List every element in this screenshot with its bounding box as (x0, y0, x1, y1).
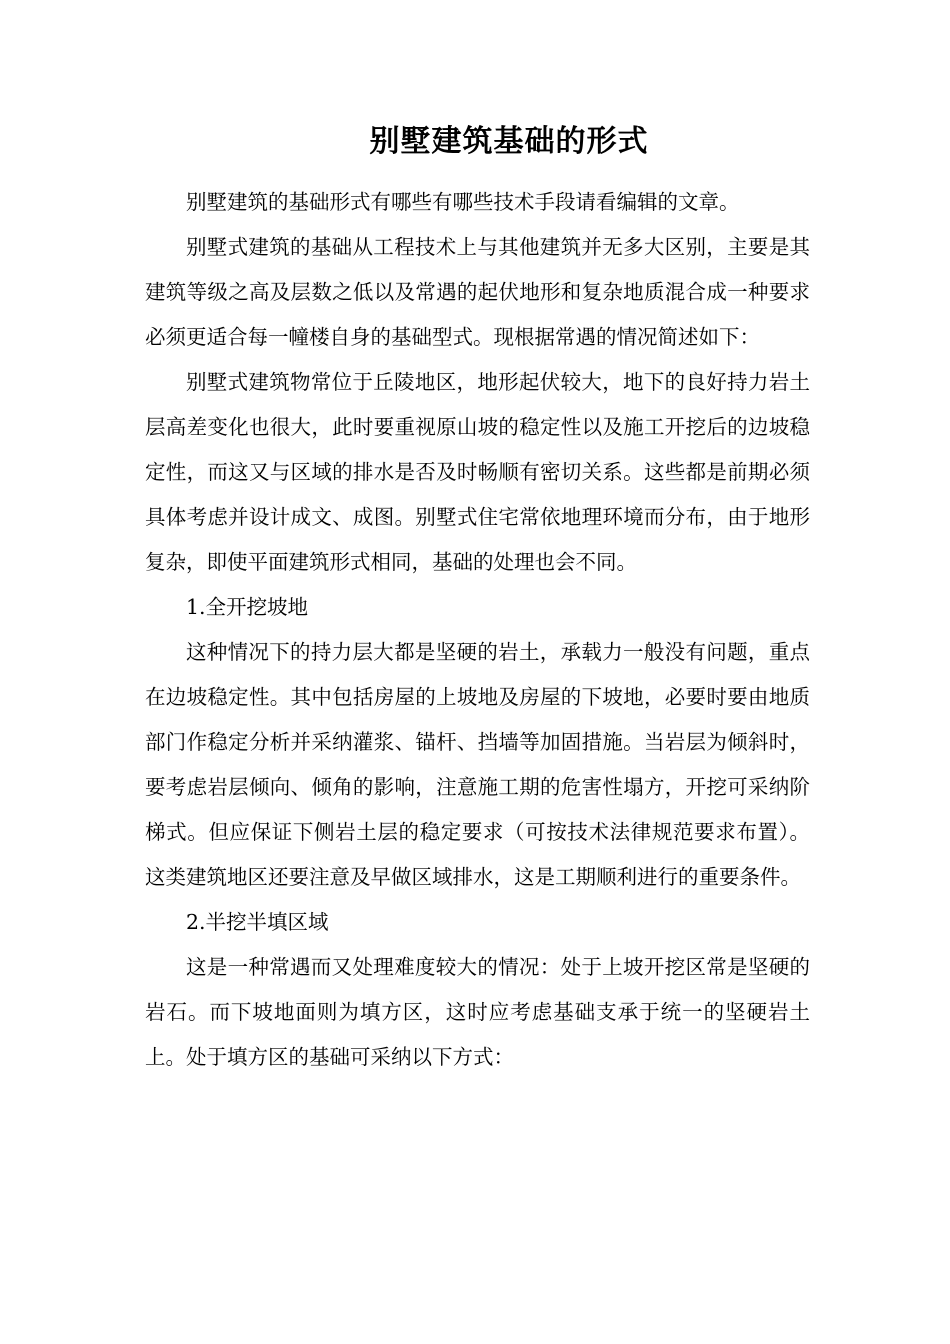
overview-paragraph: 别墅式建筑的基础从工程技术上与其他建筑并无多大区别，主要是其建筑等级之高及层数之低以及常遇的起伏地形和复杂地质混合成一种要求必须更适合每一幢楼自身的基础型式。现根据常遇的情况简述如下： (145, 235, 810, 349)
document-body (145, 180, 810, 1080)
section-heading-half-cut-fill: 2.半挖半填区域 (186, 910, 329, 934)
half-cut-fill-paragraph: 这是一种常遇而又处理难度较大的情况：处于上坡开挖区常是坚硬的岩石。而下坡地面则为填方区，这时应考虑基础支承于统一的坚硬岩土上。处于填方区的基础可采纳以下方式： (145, 955, 810, 1069)
document-title: 别墅建筑基础的形式 (369, 124, 649, 159)
intro-paragraph: 别墅建筑的基础形式有哪些有哪些技术手段请看编辑的文章。 (186, 190, 740, 214)
full-excavation-paragraph: 这种情况下的持力层大都是坚硬的岩土，承载力一般没有问题，重点在边坡稳定性。其中包括房屋的上坡地及房屋的下坡地，必要时要由地质部门作稳定分析并采纳灌浆、锚杆、挡墙等加固措施。当岩层为倾斜时，要考虑岩层倾向、倾角的影响，注意施工期的危害性塌方，开挖可采纳阶梯式。但应保证下侧岩土层的稳定要求（可按技术法律规范要求布置）。这类建筑地区还要注意及早做区域排水，这是工期顺利进行的重要条件。 (145, 640, 810, 889)
terrain-paragraph: 别墅式建筑物常位于丘陵地区，地形起伏较大，地下的良好持力岩土层高差变化也很大，此时要重视原山坡的稳定性以及施工开挖后的边坡稳定性，而这又与区域的排水是否及时畅顺有密切关系。这些都是前期必须具体考虑并设计成文、成图。别墅式住宅常依地理环境而分布，由于地形复杂，即使平面建筑形式相同，基础的处理也会不同。 (145, 370, 810, 574)
section-heading-full-excavation: 1.全开挖坡地 (186, 595, 309, 619)
